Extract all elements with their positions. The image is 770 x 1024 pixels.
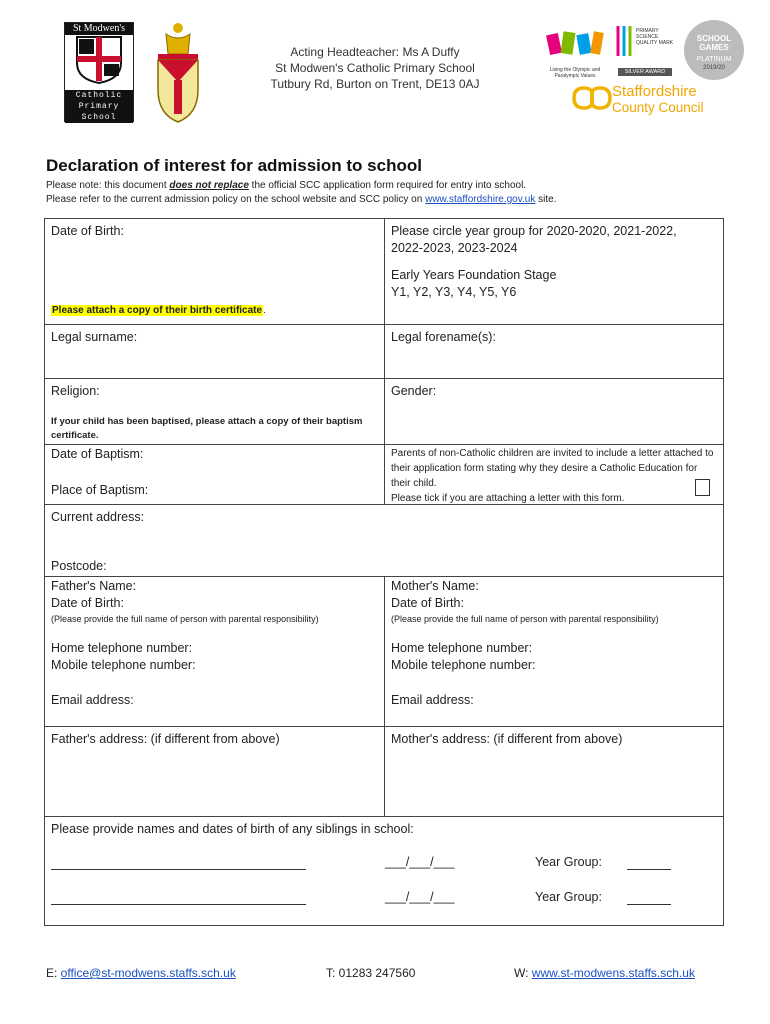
olympic-values-badge [544, 28, 606, 84]
birth-cert-note: Please attach a copy of their birth certificate [52, 305, 263, 316]
footer-email-link[interactable]: office@st-modwens.staffs.sch.uk [60, 966, 236, 980]
siblings-label: Please provide names and dates of birth of any siblings in school: [51, 822, 414, 836]
staffordshire-link[interactable]: www.staffordshire.gov.uk [425, 194, 536, 205]
forename-label: Legal forename(s): [391, 330, 496, 344]
mother-mobile-label: Mobile telephone number: [391, 658, 536, 672]
does-not-replace-emphasis: does not replace [169, 180, 249, 191]
mother-email-label: Email address: [391, 693, 474, 707]
admission-form [44, 218, 724, 926]
science-mark-icon [614, 24, 634, 58]
mother-dob-label: Date of Birth: [391, 596, 464, 610]
headteacher: Acting Headteacher: Ms A Duffy [290, 45, 460, 59]
father-dob-label: Date of Birth: [51, 596, 124, 610]
father-email-label: Email address: [51, 693, 134, 707]
school-games-year: 2019/20 [703, 65, 725, 71]
council-name-2: County Council [612, 100, 704, 115]
year-group-line-2: 2022-2023, 2023-2024 [391, 241, 518, 255]
school-logo-line: School [81, 113, 117, 122]
non-catholic-note: Parents of non-Catholic children are invited to include a letter attached to their application form stating why they desire a Catholic Education for their child. [391, 448, 714, 489]
father-parental-note: (Please provide the full name of person with parental responsibility) [51, 614, 319, 624]
father-cell[interactable] [45, 577, 385, 727]
mother-address-cell[interactable] [385, 727, 723, 817]
forename-cell[interactable] [385, 325, 723, 379]
non-catholic-cell [385, 445, 723, 505]
header-address-block [230, 44, 520, 92]
sibling-2-year-line[interactable] [627, 904, 671, 905]
page-title: Declaration of interest for admission to school [46, 156, 422, 175]
sibling-1-name-line[interactable] [51, 869, 306, 870]
sibling-2-dob[interactable]: ___/___/___ [385, 890, 455, 904]
olympic-logo-icon [544, 28, 606, 62]
school-logo [64, 22, 134, 122]
current-address-cell[interactable] [45, 505, 723, 577]
science-award-label: SILVER AWARD [618, 68, 672, 76]
religion-cell[interactable] [45, 379, 385, 445]
surname-label: Legal surname: [51, 330, 138, 344]
mother-home-tel-label: Home telephone number: [391, 641, 533, 655]
baptism-cell[interactable] [45, 445, 385, 505]
father-name-label: Father's Name: [51, 579, 137, 593]
footer-web: W: www.st-modwens.staffs.sch.uk [514, 966, 695, 980]
baptism-place-label: Place of Baptism: [51, 483, 149, 497]
diocese-crest-icon [148, 20, 208, 124]
eyfs-label: Early Years Foundation Stage [391, 268, 557, 282]
baptised-note: If your child has been baptised, please attach a copy of their baptism certificate. [51, 416, 363, 441]
school-games-title: SCHOOL GAMES [696, 34, 732, 52]
note-line-2: Please refer to the current admission policy on the school website and SCC policy on www.staffordshire.gov.uk site. [46, 194, 557, 205]
olympic-values-text: Living the Olympic and Paralympic Values [549, 67, 601, 79]
letter-checkbox[interactable] [695, 479, 710, 496]
dob-label: Date of Birth: [51, 224, 124, 238]
father-home-tel-label: Home telephone number: [51, 641, 193, 655]
footer-web-link[interactable]: www.st-modwens.staffs.sch.uk [531, 966, 695, 980]
school-logo-line: Catholic [75, 91, 123, 100]
science-quality-badge [614, 24, 676, 80]
sibling-1-year-line[interactable] [627, 869, 671, 870]
tick-letter-label: Please tick if you are attaching a letter with this form. [391, 493, 625, 504]
mother-name-label: Mother's Name: [391, 579, 479, 593]
school-games-badge [684, 20, 744, 80]
school-name: St Modwen's Catholic Primary School [275, 61, 475, 75]
sibling-2-year-label: Year Group: [535, 890, 602, 904]
year-group-cell[interactable] [385, 219, 723, 325]
sibling-1-year-label: Year Group: [535, 855, 602, 869]
postcode-label: Postcode: [51, 559, 107, 573]
baptism-date-label: Date of Baptism: [51, 447, 144, 461]
footer-tel: T: 01283 247560 [326, 966, 416, 980]
father-mobile-label: Mobile telephone number: [51, 658, 196, 672]
gender-label: Gender: [391, 384, 437, 398]
siblings-cell [45, 817, 723, 925]
council-name-1: Staffordshire [612, 83, 697, 100]
school-logo-name: St Modwen's [65, 23, 133, 35]
footer-email: E: office@st-modwens.staffs.sch.uk [46, 966, 236, 980]
school-address: Tutbury Rd, Burton on Trent, DE13 0AJ [270, 77, 480, 91]
father-address-label: Father's address: (if different from above) [51, 732, 280, 746]
staffordshire-knot-icon [570, 84, 614, 112]
father-address-cell[interactable] [45, 727, 385, 817]
dob-cell[interactable]: Date of Birth: Please attach a copy of their birth certificate. [45, 219, 385, 325]
gender-cell[interactable] [385, 379, 723, 445]
year-group-line-1: Please circle year group for 2020-2020, 2021-2022, [391, 224, 677, 238]
science-mark-text: PRIMARY SCIENCE QUALITY MARK [636, 28, 674, 46]
shield-icon [65, 35, 133, 85]
sibling-1-dob[interactable]: ___/___/___ [385, 855, 455, 869]
religion-label: Religion: [51, 384, 100, 398]
council-name [612, 84, 704, 116]
mother-parental-note: (Please provide the full name of person with parental responsibility) [391, 614, 659, 624]
school-logo-line: Primary [78, 102, 120, 111]
note-line-1: Please note: this document does not replace the official SCC application form required for entry into school. [46, 180, 527, 191]
mother-address-label: Mother's address: (if different from above) [391, 732, 623, 746]
mother-cell[interactable] [385, 577, 723, 727]
sibling-2-name-line[interactable] [51, 904, 306, 905]
school-games-level: PLATINUM [696, 56, 732, 63]
year-options: Y1, Y2, Y3, Y4, Y5, Y6 [391, 285, 517, 299]
notes [46, 179, 556, 207]
current-address-label: Current address: [51, 510, 145, 524]
surname-cell[interactable] [45, 325, 385, 379]
